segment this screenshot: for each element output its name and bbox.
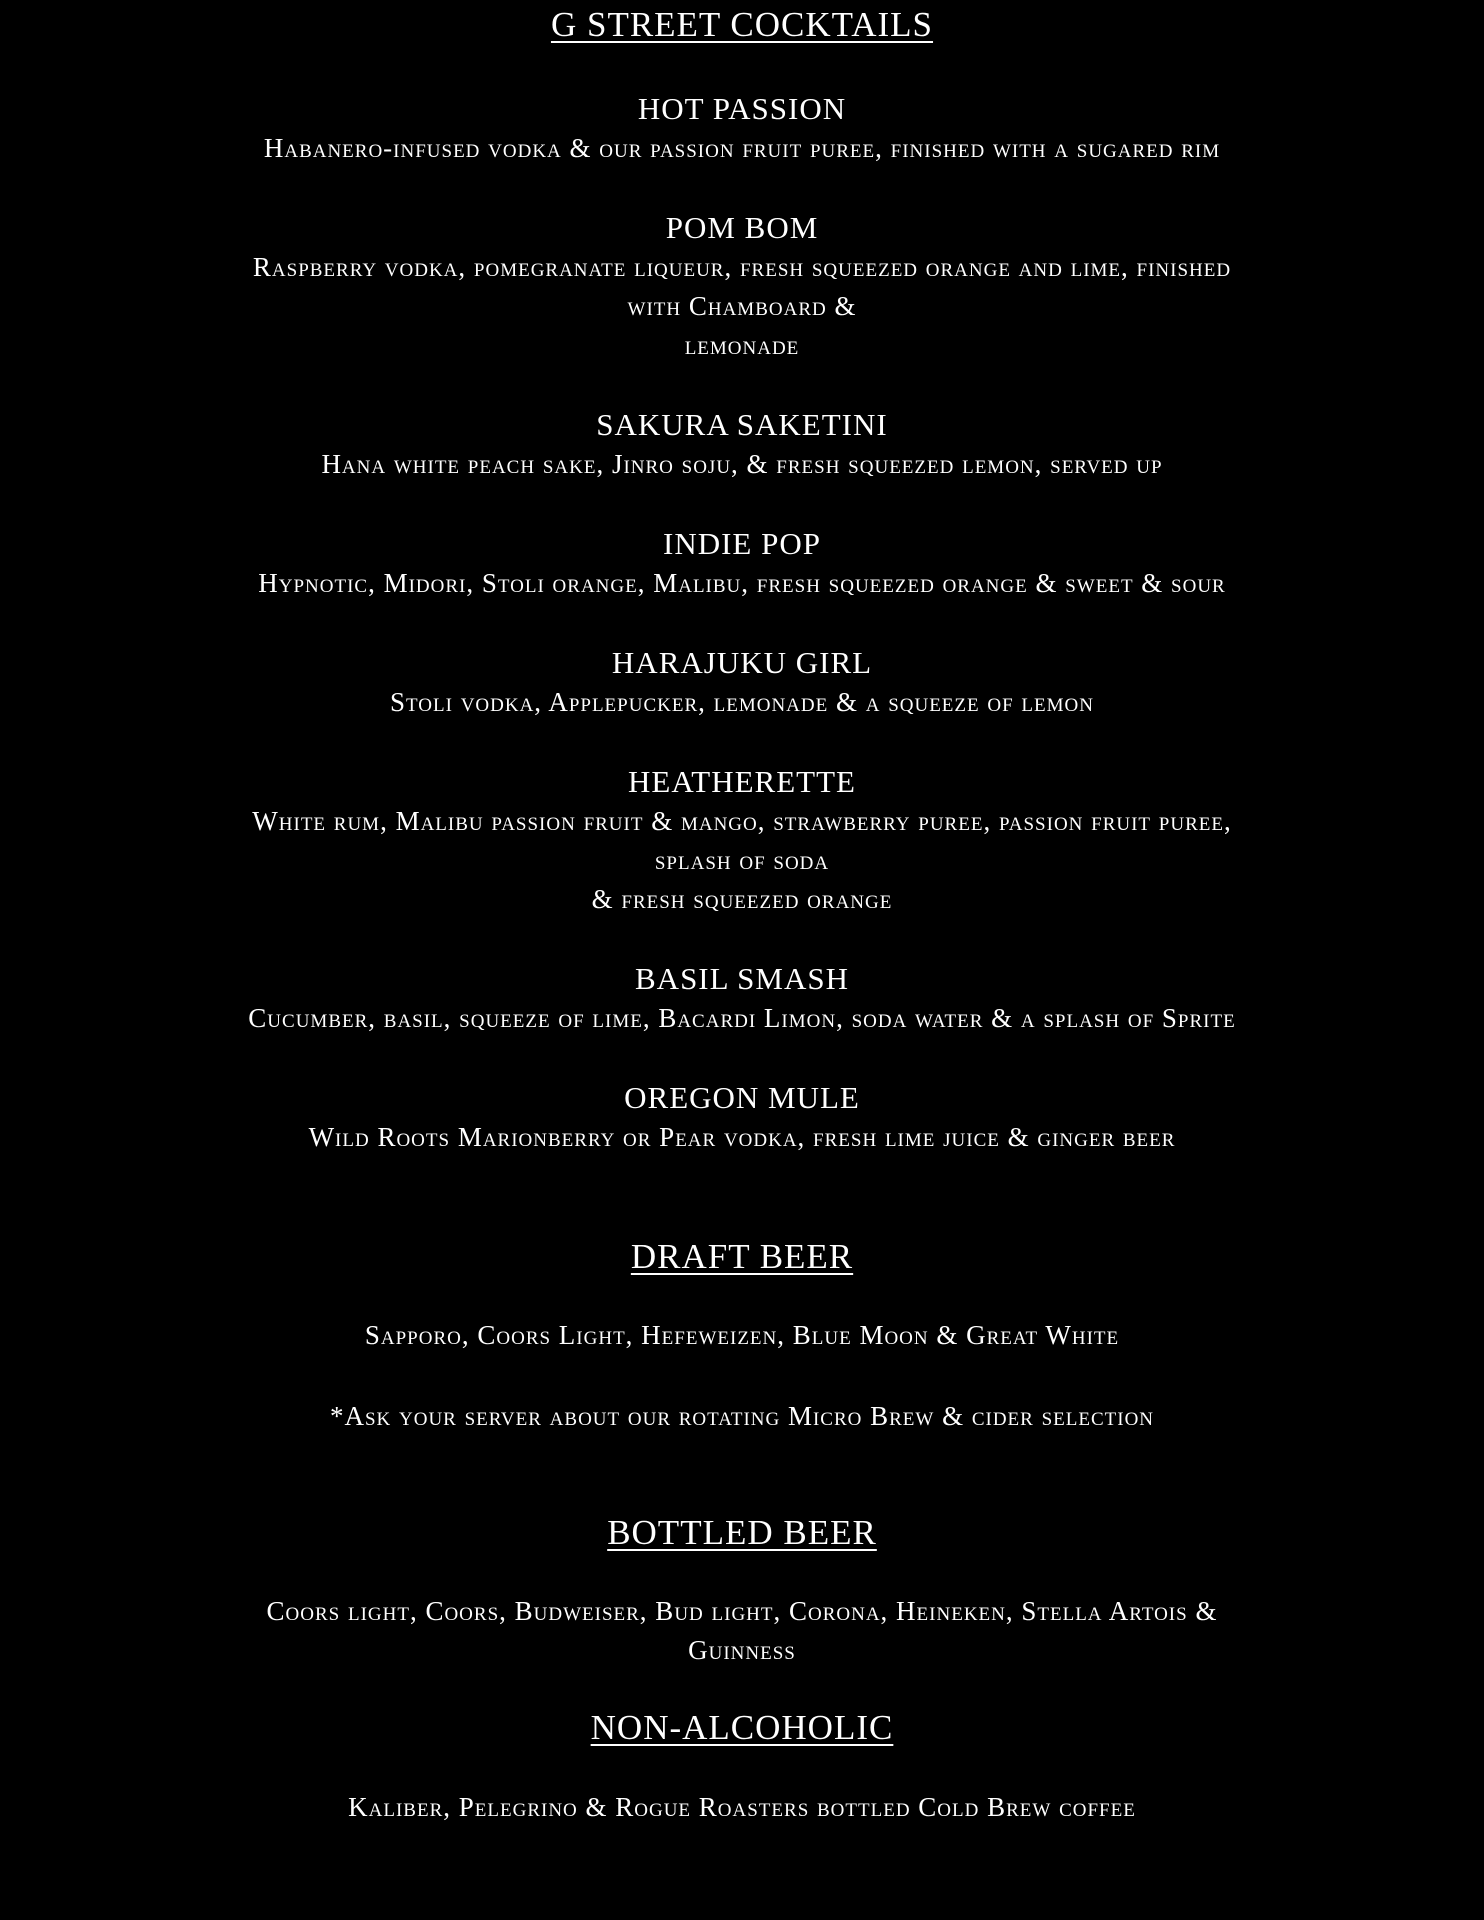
drink-description bbox=[40, 1118, 1444, 1157]
cocktails-title: G STREET COCKTAILS bbox=[550, 5, 934, 44]
bottled-beer-title: BOTTLED BEER bbox=[607, 1513, 877, 1552]
description-line: Hypnotic, Midori, Stoli orange, Malibu, fresh squeezed orange & sweet & sour bbox=[258, 568, 1226, 598]
drink-item bbox=[0, 524, 1484, 603]
drink-item bbox=[0, 762, 1484, 919]
drink-description bbox=[40, 445, 1444, 484]
bottled-beer-line: Guinness bbox=[688, 1635, 796, 1665]
draft-beer-title: DRAFT BEER bbox=[630, 1237, 854, 1276]
drink-name: HOT PASSION bbox=[637, 91, 847, 126]
drink-item bbox=[0, 208, 1484, 365]
drink-name: BASIL SMASH bbox=[635, 961, 849, 996]
description-line: Raspberry vodka, pomegranate liqueur, fresh squeezed orange and lime, finished bbox=[252, 252, 1232, 282]
description-line: Wild Roots Marionberry or Pear vodka, fresh lime juice & ginger beer bbox=[308, 1122, 1176, 1152]
drink-description bbox=[40, 129, 1444, 168]
description-line: Stoli vodka, Applepucker, lemonade & a squeeze of lemon bbox=[390, 687, 1094, 717]
drink-item bbox=[0, 89, 1484, 168]
drink-item bbox=[0, 1078, 1484, 1157]
description-line: splash of soda bbox=[654, 845, 830, 875]
description-line: White rum, Malibu passion fruit & mango, strawberry puree, passion fruit puree, bbox=[252, 806, 1232, 836]
drink-name: SAKURA SAKETINI bbox=[596, 407, 888, 442]
drink-name: POM BOM bbox=[665, 210, 819, 245]
description-line: with Chamboard & bbox=[627, 291, 857, 321]
drink-description bbox=[40, 999, 1444, 1038]
drink-description bbox=[40, 683, 1444, 722]
drink-name: INDIE POP bbox=[663, 526, 821, 561]
description-line: & fresh squeezed orange bbox=[591, 884, 893, 914]
drink-item bbox=[0, 643, 1484, 722]
bottled-beer-line: Coors light, Coors, Budweiser, Bud light, Corona, Heineken, Stella Artois & bbox=[266, 1596, 1218, 1626]
drink-name: HARAJUKU GIRL bbox=[611, 645, 873, 680]
drink-item bbox=[0, 959, 1484, 1038]
bottled-beer-list bbox=[40, 1592, 1444, 1670]
non-alcoholic-list: Kaliber, Pelegrino & Rogue Roasters bottled Cold Brew coffee bbox=[348, 1792, 1136, 1822]
draft-beer-note: *Ask your server about our rotating Micro Brew & cider selection bbox=[329, 1401, 1155, 1431]
description-line: Cucumber, basil, squeeze of lime, Bacardi Limon, soda water & a splash of Sprite bbox=[248, 1003, 1236, 1033]
drink-name: HEATHERETTE bbox=[628, 764, 856, 799]
drink-item bbox=[0, 405, 1484, 484]
drink-description bbox=[40, 802, 1444, 919]
description-line: lemonade bbox=[684, 330, 800, 360]
draft-beer-list: Sapporo, Coors Light, Hefeweizen, Blue Moon & Great White bbox=[364, 1320, 1120, 1350]
description-line: Hana white peach sake, Jinro soju, & fresh squeezed lemon, served up bbox=[321, 449, 1163, 479]
drink-name: OREGON MULE bbox=[624, 1080, 860, 1115]
description-line: Habanero-infused vodka & our passion fruit puree, finished with a sugared rim bbox=[263, 133, 1221, 163]
drink-description bbox=[40, 564, 1444, 603]
non-alcoholic-title: NON-ALCOHOLIC bbox=[590, 1708, 894, 1747]
drink-description bbox=[40, 248, 1444, 365]
